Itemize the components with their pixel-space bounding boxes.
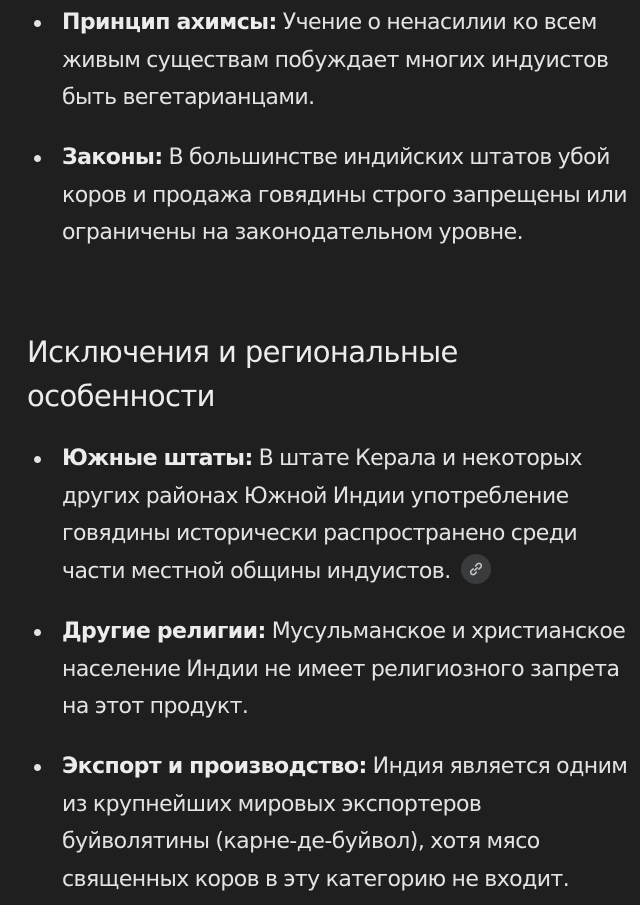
link-icon: [468, 561, 484, 577]
list-item-term: Законы:: [62, 145, 163, 170]
list-item-text: Индия является одним из крупнейших мировых экспортеров буйволятины (карне-де-буйвол), хотя мясо священных коров в эту категорию не входит.: [62, 754, 628, 892]
bullet-dot: [34, 20, 41, 27]
list-item-other-religions: [62, 613, 632, 726]
list-item-text: В большинстве индийских штатов убой коров и продажа говядины строго запрещены или ограничены на законодательном уровне.: [62, 145, 628, 245]
list-item-term: Принцип ахимсы:: [62, 10, 277, 35]
list-item-term: Южные штаты:: [62, 446, 253, 471]
section-heading: Исключения и региональные особенности: [27, 335, 458, 413]
list-item-export: [62, 748, 632, 898]
list-item-laws: [62, 139, 632, 252]
bullet-dot: [34, 764, 41, 771]
list-item-text: Учение о ненасилии ко всем живым существам побуждает многих индуистов быть вегетарианцами.: [62, 10, 609, 110]
bullet-dot: [34, 155, 41, 162]
list-item-text: Мусульманское и христианское население Индии не имеет религиозного запрета на этот продукт.: [62, 619, 626, 719]
source-link-button[interactable]: [461, 554, 491, 584]
list-item-text: В штате Керала и некоторых других районах Южной Индии употребление говядины исторически распространено среди части местной общины индуистов.: [62, 446, 582, 584]
bullet-dot: [34, 629, 41, 636]
list-item-ahimsa: [62, 4, 632, 117]
bullet-dot: [34, 456, 41, 463]
list-item-term: Другие религии:: [62, 619, 266, 644]
list-item-southern-states: [62, 440, 632, 590]
list-item-term: Экспорт и производство:: [62, 754, 367, 779]
